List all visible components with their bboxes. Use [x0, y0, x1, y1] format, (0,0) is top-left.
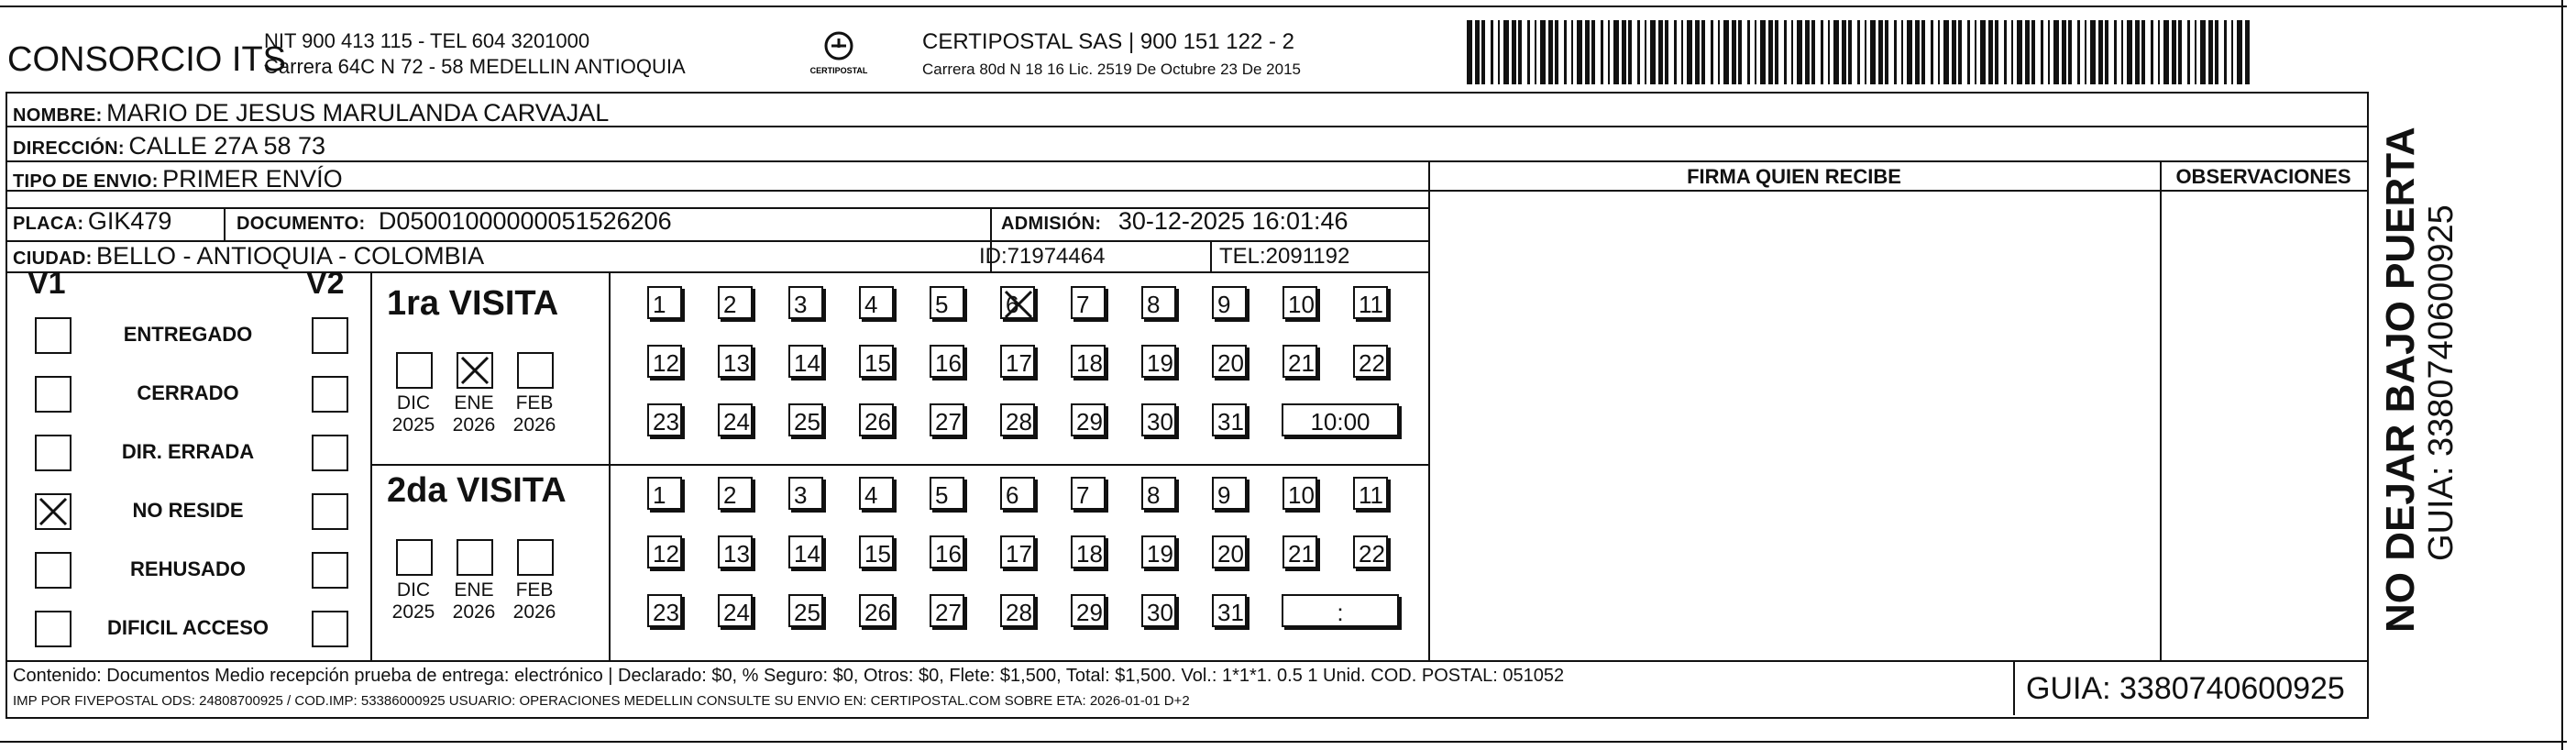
- visit1-day-box[interactable]: 7: [1071, 286, 1106, 319]
- visit2-day-box[interactable]: 20: [1212, 535, 1247, 568]
- observaciones-header: OBSERVACIONES: [2175, 165, 2351, 188]
- v2-checkbox[interactable]: [312, 493, 348, 530]
- visit1-day-box[interactable]: 25: [788, 403, 823, 436]
- certipostal-license: Carrera 80d N 18 16 Lic. 2519 De Octubre 23 De 2015: [922, 61, 1301, 78]
- admision-value: 30-12-2025 16:01:46: [1117, 207, 1349, 235]
- top-border: [0, 6, 2567, 7]
- admision-field: [1001, 207, 1349, 236]
- visit1-day-box[interactable]: 10: [1282, 286, 1317, 319]
- v2-checkbox[interactable]: [312, 435, 348, 471]
- side-guia: GUIA: 3380740600925: [2422, 204, 2460, 561]
- visit1-day-box[interactable]: 30: [1141, 403, 1176, 436]
- certipostal-line: CERTIPOSTAL SAS | 900 151 122 - 2: [922, 29, 1294, 54]
- visit1-day-box[interactable]: 8: [1141, 286, 1176, 319]
- visit2-day-box[interactable]: 25: [788, 594, 823, 627]
- visit1-day-box[interactable]: 18: [1071, 345, 1106, 378]
- visit2-day-box[interactable]: 2: [718, 477, 753, 510]
- visit2-month-checkbox[interactable]: [457, 539, 493, 576]
- nit-line: NIT 900 413 115 - TEL 604 3201000: [264, 29, 590, 52]
- footer-imp-line: IMP POR FIVEPOSTAL ODS: 24808700925 / COD.IMP: 53386000925 USUARIO: OPERACIONES MEDELLIN CONSULTE SU ENVIO EN: CERTIPOSTAL.COM SOBRE ETA: 2026-01-01 D+2: [13, 693, 1190, 709]
- option-label: NO RESIDE: [132, 499, 244, 522]
- tipo-label: TIPO DE ENVIO:: [13, 171, 159, 192]
- v2-checkbox[interactable]: [312, 611, 348, 647]
- recipient-name: MARIO DE JESUS MARULANDA CARVAJAL: [106, 99, 610, 127]
- ciudad-label: CIUDAD:: [13, 248, 93, 269]
- visit2-day-box[interactable]: 6: [1000, 477, 1035, 510]
- visit2-day-box[interactable]: 19: [1141, 535, 1176, 568]
- option-label: DIFICIL ACCESO: [106, 616, 269, 639]
- address-label: DIRECCIÓN:: [13, 138, 125, 159]
- v2-checkbox[interactable]: [312, 376, 348, 413]
- visit1-month-label: ENE 2026: [452, 392, 496, 436]
- option-label: CERRADO: [137, 381, 239, 404]
- col-line: [1428, 160, 1430, 660]
- side-warning: NO DEJAR BAJO PUERTA: [2378, 127, 2423, 633]
- visit2-month-label: FEB 2026: [512, 579, 556, 623]
- footer-guia: GUIA: 3380740600925: [2026, 671, 2345, 706]
- visit1-day-box[interactable]: 1: [647, 286, 682, 319]
- option-label: REHUSADO: [130, 557, 246, 580]
- col-line: [609, 271, 611, 660]
- visit1-day-box[interactable]: 26: [859, 403, 894, 436]
- row-line: [6, 271, 1428, 273]
- visit2-day-box[interactable]: 14: [788, 535, 823, 568]
- option-label: DIR. ERRADA: [121, 440, 255, 463]
- visit2-day-box[interactable]: 29: [1071, 594, 1106, 627]
- documento-field: [237, 207, 672, 236]
- visit2-day-box[interactable]: 22: [1353, 535, 1388, 568]
- v1-checkbox[interactable]: [35, 435, 72, 471]
- visit2-day-box[interactable]: 7: [1071, 477, 1106, 510]
- company-name: CONSORCIO ITS: [7, 40, 287, 79]
- admision-label: ADMISIÓN:: [1001, 214, 1102, 234]
- visit2-day-box[interactable]: 1: [647, 477, 682, 510]
- logo-lettering: CERTIPOSTAL: [809, 66, 868, 75]
- visit1-day-box[interactable]: 20: [1212, 345, 1247, 378]
- visit1-day-box[interactable]: 6: [1000, 286, 1035, 319]
- row-line: [6, 190, 2367, 192]
- visit1-day-box[interactable]: 19: [1141, 345, 1176, 378]
- v2-header: V2: [306, 266, 345, 301]
- visit1-day-box[interactable]: 14: [788, 345, 823, 378]
- id-value: ID:71974464: [979, 244, 1106, 269]
- visit1-day-box[interactable]: 17: [1000, 345, 1035, 378]
- bottom-border: [0, 741, 2567, 743]
- v1-checkbox[interactable]: [35, 376, 72, 413]
- placa-label: PLACA:: [13, 214, 84, 234]
- visit2-month-label: DIC 2025: [391, 579, 435, 623]
- visit2-month-label: ENE 2026: [452, 579, 496, 623]
- name-field: [13, 99, 609, 127]
- visit2-day-box[interactable]: 30: [1141, 594, 1176, 627]
- visit1-day-box[interactable]: 11: [1353, 286, 1388, 319]
- visit1-day-box[interactable]: 31: [1212, 403, 1247, 436]
- visit2-day-box[interactable]: 10: [1282, 477, 1317, 510]
- visit1-month-label: DIC 2025: [391, 392, 435, 436]
- visit1-day-box[interactable]: 16: [930, 345, 964, 378]
- visit1-day-box[interactable]: 29: [1071, 403, 1106, 436]
- visit1-month-checkbox[interactable]: [396, 352, 433, 389]
- visit1-day-box[interactable]: 24: [718, 403, 753, 436]
- tipo-envio: PRIMER ENVÍO: [162, 165, 343, 193]
- company-address: Carrera 64C N 72 - 58 MEDELLIN ANTIOQUIA: [264, 55, 686, 78]
- ciudad-value: BELLO - ANTIOQUIA - COLOMBIA: [96, 242, 485, 270]
- visit1-month-checkbox[interactable]: [517, 352, 554, 389]
- v2-checkbox[interactable]: [312, 552, 348, 589]
- col-line: [224, 207, 226, 240]
- visit2-day-box[interactable]: 12: [647, 535, 682, 568]
- visit1-day-box[interactable]: 28: [1000, 403, 1035, 436]
- certipostal-logo: [807, 29, 871, 84]
- visit2-day-box[interactable]: 15: [859, 535, 894, 568]
- visit2-day-box[interactable]: 11: [1353, 477, 1388, 510]
- visit2-day-box[interactable]: 28: [1000, 594, 1035, 627]
- visit1-day-box[interactable]: 27: [930, 403, 964, 436]
- visit2-day-box[interactable]: 8: [1141, 477, 1176, 510]
- visit2-day-box[interactable]: 9: [1212, 477, 1247, 510]
- visit2-month-checkbox[interactable]: [396, 539, 433, 576]
- visit1-day-box[interactable]: 2: [718, 286, 753, 319]
- ciudad-field: [13, 242, 484, 270]
- barcode: [1467, 20, 2246, 84]
- visit2-day-box[interactable]: 26: [859, 594, 894, 627]
- visit2-day-box[interactable]: 31: [1212, 594, 1247, 627]
- placa-value: GIK479: [87, 207, 172, 235]
- visit1-time-box[interactable]: 10:00: [1282, 403, 1399, 436]
- visit2-day-box[interactable]: 17: [1000, 535, 1035, 568]
- visit1-day-box[interactable]: 23: [647, 403, 682, 436]
- recipient-address: CALLE 27A 58 73: [128, 132, 326, 160]
- visit2-day-box[interactable]: 27: [930, 594, 964, 627]
- visit1-day-box[interactable]: 13: [718, 345, 753, 378]
- v1-checkbox[interactable]: [35, 552, 72, 589]
- visit2-day-box[interactable]: 16: [930, 535, 964, 568]
- address-field: [13, 132, 325, 160]
- visit1-day-box[interactable]: 15: [859, 345, 894, 378]
- v2-checkbox[interactable]: [312, 317, 348, 354]
- visit1-day-box[interactable]: 5: [930, 286, 964, 319]
- visit2-day-box[interactable]: 23: [647, 594, 682, 627]
- tel-value: TEL:2091192: [1219, 244, 1350, 269]
- visit2-day-box[interactable]: 4: [859, 477, 894, 510]
- v1-checkbox[interactable]: [35, 611, 72, 647]
- visit1-day-box[interactable]: 4: [859, 286, 894, 319]
- col-line: [2160, 160, 2162, 660]
- col-line: [370, 271, 372, 660]
- placa-field: [13, 207, 171, 236]
- row-line: [6, 160, 2367, 162]
- footer-contents: Contenido: Documentos Medio recepción prueba de entrega: electrónico | Declarado: $0, % Seguro: $0, Otros: $0, Flete: $1,500, Total: $1,500. Vol.: 1*1*1. 0.5 1 Unid. COD. POSTAL: 051052: [13, 666, 1565, 686]
- option-label: ENTREGADO: [123, 323, 253, 346]
- firma-header: FIRMA QUIEN RECIBE: [1687, 165, 1901, 188]
- visit1-day-box[interactable]: 3: [788, 286, 823, 319]
- visit2-time-box[interactable]: :: [1282, 594, 1399, 627]
- visit1-day-box[interactable]: 21: [1282, 345, 1317, 378]
- visit2-day-box[interactable]: 18: [1071, 535, 1106, 568]
- visit1-month-checkbox[interactable]: [457, 352, 493, 389]
- visit2-title: 2da VISITA: [387, 471, 567, 510]
- row-line: [370, 464, 1428, 466]
- col-line: [2013, 660, 2015, 715]
- visit2-day-box[interactable]: 13: [718, 535, 753, 568]
- doc-value: D05001000000051526206: [378, 207, 672, 235]
- doc-label: DOCUMENTO:: [237, 214, 366, 234]
- name-label: NOMBRE:: [13, 105, 103, 126]
- v1-header: V1: [28, 266, 66, 301]
- visit2-month-checkbox[interactable]: [517, 539, 554, 576]
- visit1-day-box[interactable]: 12: [647, 345, 682, 378]
- visit1-month-label: FEB 2026: [512, 392, 556, 436]
- visit2-day-box[interactable]: 24: [718, 594, 753, 627]
- tipo-envio-field: [13, 165, 343, 193]
- v1-checkbox[interactable]: [35, 493, 72, 530]
- visit1-title: 1ra VISITA: [387, 284, 559, 323]
- col-line: [1210, 240, 1212, 271]
- edge-line: [2561, 0, 2563, 750]
- visit2-day-box[interactable]: 5: [930, 477, 964, 510]
- visit1-day-box[interactable]: 22: [1353, 345, 1388, 378]
- visit2-day-box[interactable]: 21: [1282, 535, 1317, 568]
- v1-checkbox[interactable]: [35, 317, 72, 354]
- visit1-day-box[interactable]: 9: [1212, 286, 1247, 319]
- visit2-day-box[interactable]: 3: [788, 477, 823, 510]
